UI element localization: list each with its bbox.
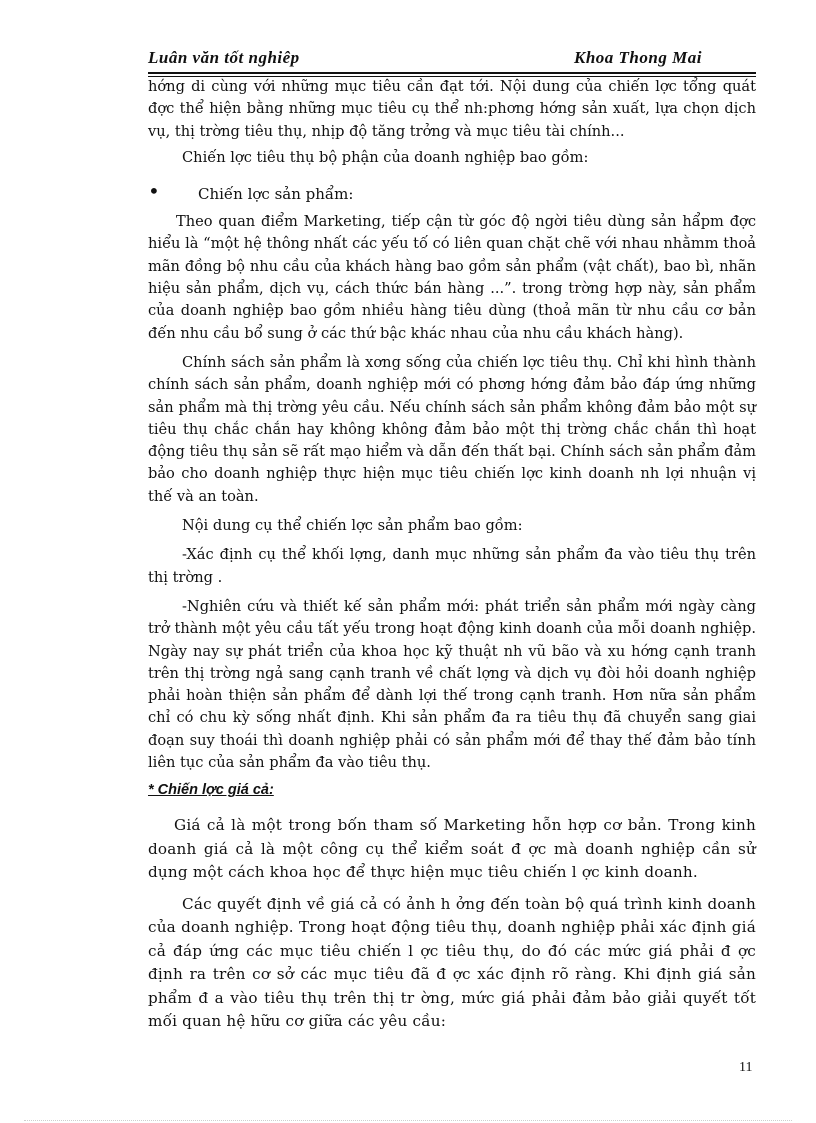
paragraph-price-decisions: Các quyết định về giá cả có ảnh h ởng đến toàn bộ quá trình kinh doanh của doanh nghiệp. Trong hoạt động tiêu thụ, doanh nghiệp phải xác định giá cả đáp ứng các mục tiêu chiến l ợc tiêu thụ, do đó các mức giá phải đ ợc định ra trên cơ sở các mục tiêu đã đ ợc xác định rõ ràng. Khi định giá sản phẩm đ a vào tiêu thụ trên thị tr ờng, mức giá phải đảm bảo giải quyết tốt mối quan hệ hữu cơ giữa các yêu cầu: <box>148 894 756 1031</box>
paragraph-product-policy: Chính sách sản phẩm là xơng sống của chiến lợc tiêu thụ. Chỉ khi hình thành chính sách sản phẩm, doanh nghiệp mới có phơng hớng đảm bảo đáp ứng những sản phẩm mà thị trờng yêu cầu. Nếu chính sách sản phẩm không đảm bảo một sự tiêu thụ chắc chắn hay không không đảm bảo một thị trờng chắc chắn thì hoạt động tiêu thụ sản sẽ rất mạo hiểm và dẫn đến thất bại. Chính sách sản phẩm đảm bảo cho doanh nghiệp thực hiện mục tiêu chiến lợc kinh doanh nh lợi nhuận vị thế và an toàn. <box>148 353 756 505</box>
page-number: 11 <box>739 1060 753 1075</box>
paragraph-volume: -Xác định cụ thể khối lợng, danh mục những sản phẩm đa vào tiêu thụ trên thị trờng . <box>148 546 756 586</box>
bullet-icon: • <box>148 179 160 204</box>
paragraph-new-product: -Nghiên cứu và thiết kế sản phẩm mới: phát triển sản phẩm mới ngày càng trở thành một yêu cầu tất yếu trong hoạt động kinh doanh của mỗi doanh nghiệp. Ngày nay sự phát triển của khoa học kỹ thuật nh vũ bão và xu hớng cạnh tranh trên thị trờng ngả sang cạnh tranh về chất lợng và dịch vụ đòi hỏi doanh nghiệp phải hoàn thiện sản phẩm để dành lợi thế trong cạnh tranh. Hơn nữa sản phẩm chỉ có chu kỳ sống nhất định. Khi sản phẩm đa ra tiêu thụ đã chuyển sang giai đoạn suy thoái thì doanh nghiệp phải có sản phẩm mới để thay thế đảm bảo tính liên tục của sản phẩm đa vào tiêu thụ. <box>148 597 756 772</box>
document-body <box>148 76 756 1034</box>
paragraph-strategy-parts: Chiến lợc tiêu thụ bộ phận của doanh nghiệp bao gồm: <box>182 148 589 166</box>
paragraph-marketing-view: Theo quan điểm Marketing, tiếp cận từ góc độ ngời tiêu dùng sản hẩpm đợc hiểu là “một hệ thông nhất các yếu tố có liên quan chặt chẽ với nhau nhằmm thoả mãn đồng bộ nhu cầu của khách hàng bao gồm sản phẩm (vật chất), bao bì, nhãn hiệu sản phẩm, dịch vụ, cách thức bán hàng ...”. trong trờng hợp này, sản phẩm của doanh nghiệp bao gồm nhiều hàng tiêu dùng (thoả mãn từ nhu cầu cơ bản đến nhu cầu bổ sung ở các thứ bậc khác nhau của nhu cầu khách hàng). <box>148 213 756 342</box>
header-rule-thick <box>148 72 756 74</box>
paragraph-price-intro: Giá cả là một trong bốn tham số Marketing hỗn hợp cơ bản. Trong kinh doanh giá cả là một công cụ thể kiểm soát đ ợc mà doanh nghiệp cần sử dụng một cách khoa học để thực hiện mục tiêu chiến l ợc kinh doanh. <box>148 816 756 882</box>
bullet-item <box>148 179 756 205</box>
paragraph-content-heading: Nội dung cụ thể chiến lợc sản phẩm bao gồm: <box>182 517 523 535</box>
paragraph-continuation: hớng di cùng với những mục tiêu cần đạt tới. Nội dung của chiến lợc tổng quát đợc thể hiện bằng những mục tiêu cụ thể nh:phơng hớng sản xuất, lựa chọn dịch vụ, thị trờng tiêu thụ, nhịp độ tăng trởng và mục tiêu tài chính... <box>148 78 756 140</box>
bullet-label: Chiến lợc sản phẩm: <box>198 185 354 204</box>
section-heading-price: * Chiến lợc giá cả: <box>148 782 274 799</box>
page-bottom-border <box>24 1120 792 1121</box>
header-right-title: Khoa Thong Mai <box>574 48 702 67</box>
header-left-title: Luân văn tốt nghiêp <box>148 48 300 67</box>
